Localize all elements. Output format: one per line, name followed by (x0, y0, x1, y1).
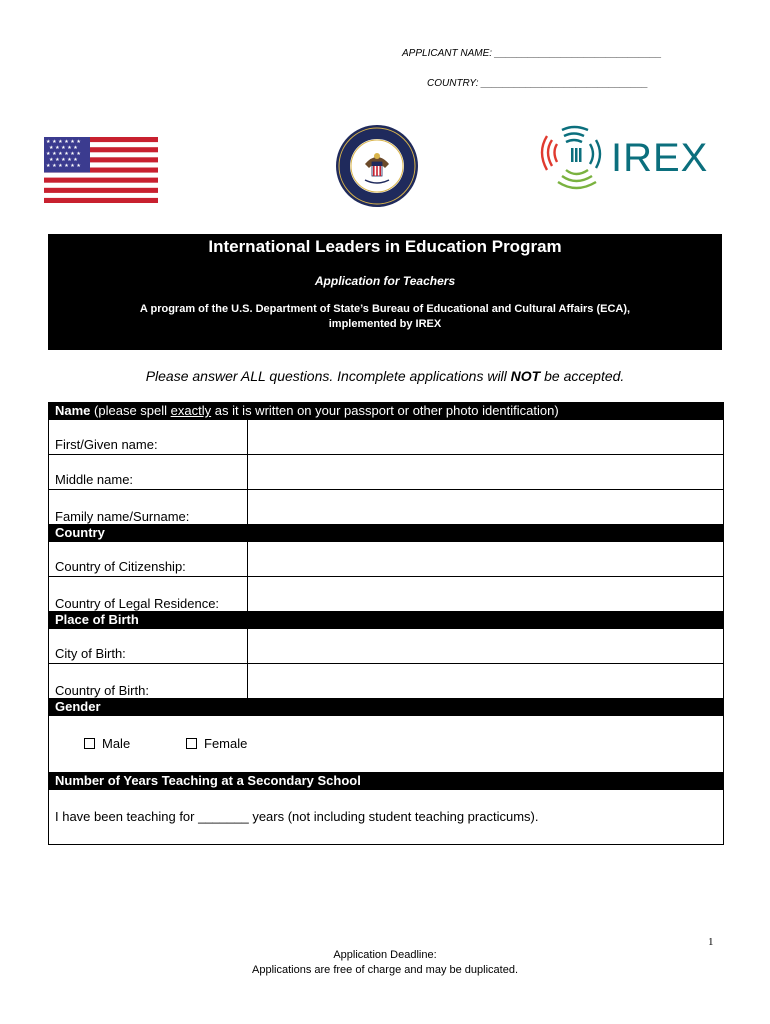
department-of-state-seal (335, 124, 419, 208)
city-of-birth-label: City of Birth: (49, 629, 248, 663)
citizenship-field[interactable] (248, 542, 723, 576)
country-rows (49, 542, 723, 611)
country-of-birth-field[interactable] (248, 664, 723, 698)
first-name-field[interactable] (248, 420, 723, 454)
notice-emphasis: NOT (510, 368, 541, 384)
deadline-label: Application Deadline: (333, 949, 437, 961)
city-of-birth-field[interactable] (248, 629, 723, 663)
svg-text:★ ★ ★ ★ ★: ★ ★ ★ ★ ★ (49, 157, 78, 163)
country-of-birth-label: Country of Birth: (49, 664, 248, 698)
section-header-gender (49, 698, 723, 716)
program-subtitle: Application for Teachers (314, 274, 456, 288)
duplication-note: Applications are free of charge and may be duplicated. (252, 964, 518, 976)
svg-text:★ ★ ★ ★ ★ ★: ★ ★ ★ ★ ★ ★ (46, 139, 81, 145)
middle-name-field[interactable] (248, 455, 723, 489)
program-title: International Leaders in Education Program (208, 237, 562, 256)
notice-text: Please answer ALL questions. Incomplete applications will (145, 368, 511, 384)
years-teaching-statement[interactable]: I have been teaching for _______ years (not including student teaching practicums). (55, 809, 539, 824)
us-flag-logo (44, 137, 158, 203)
first-name-label: First/Given name: (49, 420, 248, 454)
irex-wordmark: IREX (611, 136, 709, 180)
gender-male-option[interactable] (84, 736, 130, 751)
country-line: COUNTRY: ______________________________ (427, 78, 649, 89)
middle-name-label: Middle name: (49, 455, 248, 489)
family-name-label: Family name/Surname: (49, 490, 248, 524)
program-banner (48, 234, 722, 350)
program-description (48, 302, 722, 332)
svg-text:★ ★ ★ ★ ★ ★: ★ ★ ★ ★ ★ ★ (46, 151, 81, 157)
family-name-field[interactable] (248, 490, 723, 524)
applicant-name-line: APPLICANT NAME: ______________________________ (402, 48, 662, 59)
page-number: 1 (708, 936, 714, 948)
name-rows (49, 420, 723, 524)
instructions-notice (0, 368, 770, 384)
section-hint: (please spell (90, 403, 171, 418)
section-hint-emphasis: exactly (170, 403, 212, 418)
citizenship-label: Country of Citizenship: (49, 542, 248, 576)
section-header-years-teaching (49, 772, 723, 790)
section-title: Number of Years Teaching at a Secondary School (55, 773, 361, 788)
checkbox-icon[interactable] (186, 738, 197, 749)
gender-female-label: Female (204, 736, 248, 751)
gender-options (49, 716, 723, 772)
section-title: Name (55, 403, 91, 418)
description-line-2: implemented by IREX (328, 318, 442, 330)
svg-text:★ ★ ★ ★ ★: ★ ★ ★ ★ ★ (49, 145, 78, 151)
section-title: Gender (55, 699, 101, 714)
gender-female-option[interactable] (186, 736, 247, 751)
residence-label: Country of Legal Residence: (49, 577, 248, 611)
section-title: Place of Birth (55, 612, 139, 627)
section-title: Country (55, 525, 105, 540)
description-line-1: A program of the U.S. Department of State’s Bureau of Educational and Cultural Affairs (ECA), (139, 303, 631, 315)
residence-field[interactable] (248, 577, 723, 611)
notice-text-end: be accepted. (540, 368, 625, 384)
section-hint-end: as it is written on your passport or other photo identification) (211, 403, 559, 418)
section-header-country (49, 524, 723, 542)
section-header-place-of-birth (49, 611, 723, 629)
page-footer (0, 948, 770, 978)
birth-rows (49, 629, 723, 698)
checkbox-icon[interactable] (84, 738, 95, 749)
application-form (48, 402, 724, 845)
gender-male-label: Male (102, 736, 131, 751)
section-header-name (49, 402, 723, 420)
svg-text:★ ★ ★ ★ ★ ★: ★ ★ ★ ★ ★ ★ (46, 163, 81, 169)
